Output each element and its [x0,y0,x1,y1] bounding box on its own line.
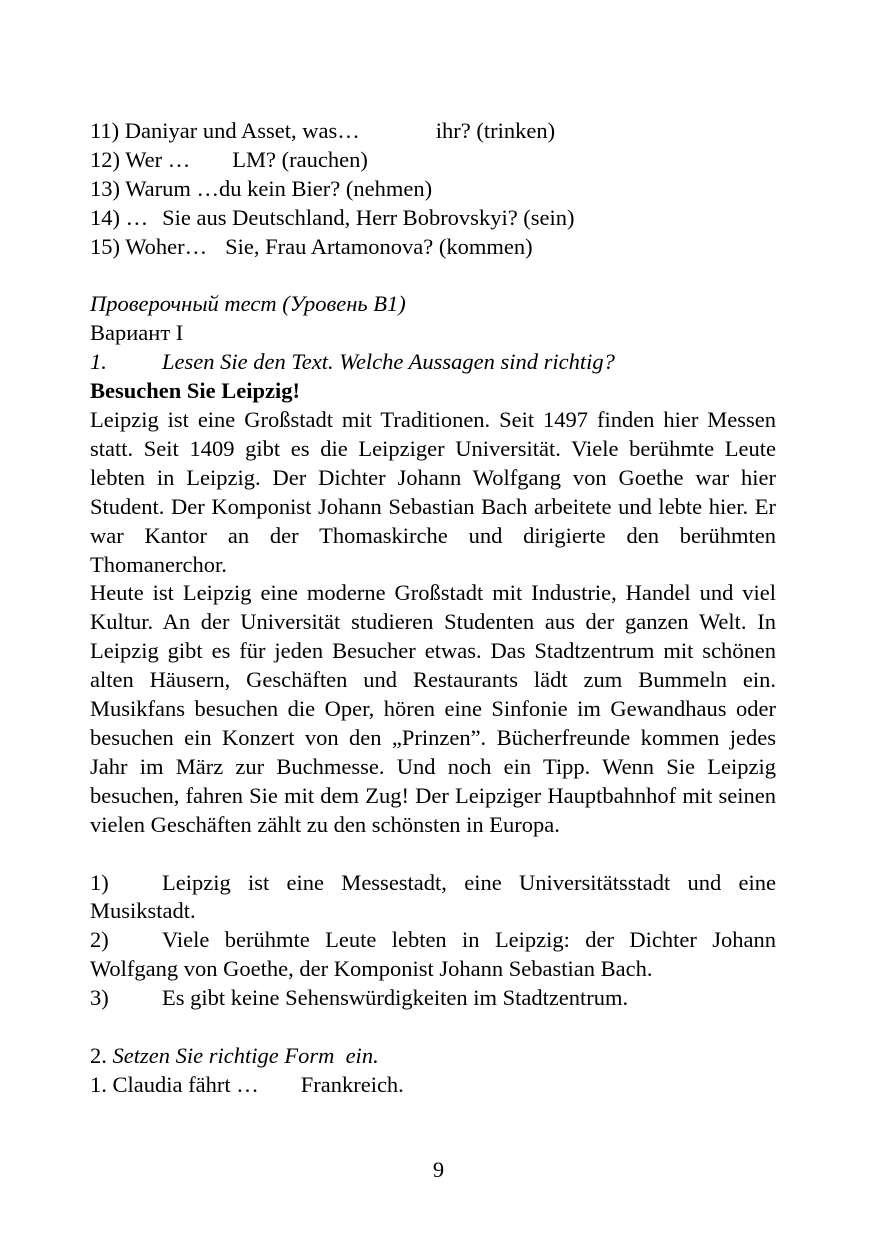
task2-instruction: Setzen Sie richtige Form ein. [112,1042,379,1068]
exercise-item-15 [90,233,776,262]
text-title: Besuchen Sie Leipzig! [90,378,301,404]
exercise-item-13 [90,175,776,204]
exercise-item-13-prompt: 13) Warum … [90,175,220,201]
statement-3 [90,984,776,1013]
page-number: 9 [432,1157,445,1182]
exercise-item-11-hint: ihr? (trinken) [435,118,556,143]
exercise-item-14 [90,204,776,233]
statement-2-text: Viele berühmte Leute lebten in Leipzig: der Dichter Johann Wolfgang von Goethe, der Komponist Johann Sebastian Bach. [90,927,776,982]
test-variant: Вариант I [90,320,184,346]
test-title: Проверочный тест (Уровень B1) [90,291,406,317]
statement-1-number: 1) [90,869,109,895]
task1-instruction: Lesen Sie den Text. Welche Aussagen sind richtig? [162,349,615,375]
page-content [90,117,776,1100]
task2-item-1-prompt: 1. Claudia fährt … [90,1071,259,1097]
task2-item-1 [90,1071,776,1100]
statement-2-number: 2) [90,927,109,953]
exercise-item-15-prompt: 15) Woher… [90,233,208,259]
task1-heading [90,348,776,377]
exercise-item-11-prompt: 11) Daniyar und Asset, was… [90,118,360,143]
statement-1-text: Leipzig ist eine Messestadt, eine Universitätsstadt und eine Musikstadt. [90,869,776,924]
task2-heading [90,1042,776,1071]
statement-2 [90,926,776,984]
exercise-item-15-hint: Sie, Frau Artamonova? (kommen) [225,233,533,259]
statement-3-number: 3) [90,985,109,1011]
task2-number: 2. [90,1042,107,1068]
reading-paragraph-2: Heute ist Leipzig eine moderne Großstadt mit Industrie, Handel und viel Kultur. An der Universität studieren Studenten aus der ganzen Welt. In Leipzig gibt es für jeden Besucher etwas. Das Stadtzentrum mit schönen alten Häusern, Geschäften und Restaurants lädt zum Bummeln ein. Musikfans besuchen die Oper, hören eine Sinfonie im Gewandhaus oder besuchen ein Konzert von den „Prinzen”. Bücherfreunde kommen jedes Jahr im März zur Buchmesse. Und noch ein Tipp. Wenn Sie Leipzig besuchen, fahren Sie mit dem Zug! Der Leipziger Hauptbahnhof mit seinen vielen Geschäften zählt zu den schönsten in Europa. [90,580,776,837]
task2-item-1-hint: Frankreich. [300,1071,404,1097]
reading-text [90,406,776,840]
exercise-item-12 [90,146,776,175]
statement-1 [90,869,776,927]
reading-paragraph-1: Leipzig ist eine Großstadt mit Traditionen. Seit 1497 finden hier Messen statt. Seit 1409 gibt es die Leipziger Universität. Viele berühmte Leute lebten in Leipzig. Der Dichter Johann Wolfgang von Goethe war hier Student. Der Komponist Johann Sebastian Bach arbeitete und lebte hier. Er war Kantor an der Thomaskirche und dirigierte den berühmten Thomanerchor. [90,407,776,577]
exercise-item-12-prompt: 12) Wer … [90,146,191,172]
exercise-item-13-hint: du kein Bier? (nehmen) [219,175,433,201]
statement-3-text: Es gibt keine Sehenswürdigkeiten im Stadtzentrum. [162,985,629,1011]
exercise-item-11 [90,117,776,146]
exercise-item-12-hint: LM? (rauchen) [232,146,368,172]
task1-number: 1. [90,349,107,375]
exercise-item-14-hint: Sie aus Deutschland, Herr Bobrovskyi? (sein) [162,204,575,230]
exercise-item-14-prompt: 14) … [90,204,149,230]
